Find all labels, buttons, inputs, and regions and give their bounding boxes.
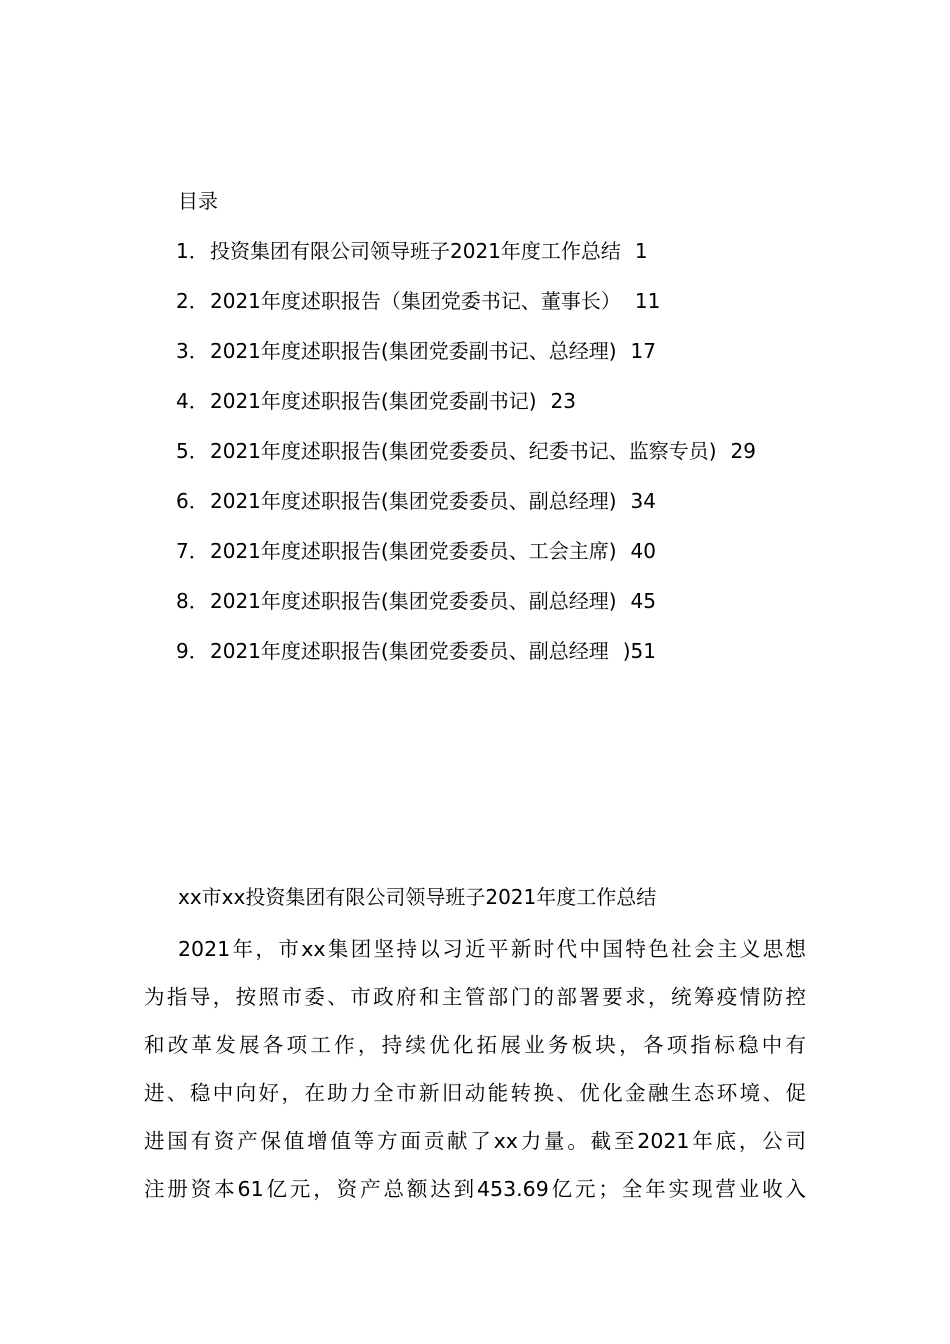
table-of-contents (176, 236, 836, 686)
toc-item-text: 2021年度述职报告(集团党委委员、工会主席) (210, 539, 617, 563)
toc-item-text: 投资集团有限公司领导班子2021年度工作总结 (210, 239, 621, 263)
toc-item-text: 2021年度述职报告(集团党委委员、副总经理 (210, 639, 609, 663)
toc-item-text: 2021年度述职报告(集团党委委员、副总经理) (210, 589, 617, 613)
toc-item-number: 3． (176, 339, 209, 363)
toc-item-number: 7． (176, 539, 209, 563)
toc-title: 目录 (178, 189, 218, 213)
toc-item-text: 2021年度述职报告(集团党委副书记、总经理) (210, 339, 617, 363)
document-title: xx市xx投资集团有限公司领导班子2021年度工作总结 (178, 885, 657, 909)
paragraph-line: 注册资本61亿元，资产总额达到453.69亿元；全年实现营业收入 (144, 1177, 806, 1201)
toc-item-2[interactable] (176, 286, 836, 336)
toc-item-number: 1． (176, 239, 209, 263)
toc-item-number: 5． (176, 439, 209, 463)
toc-item-4[interactable] (176, 386, 836, 436)
toc-item-number: 8． (176, 589, 209, 613)
toc-item-page: 1 (634, 239, 648, 263)
paragraph-line: 进国有资产保值增值等方面贡献了xx力量。截至2021年底，公司 (144, 1129, 806, 1153)
toc-item-text: 2021年度述职报告(集团党委副书记) (210, 389, 537, 413)
toc-item-text: 2021年度述职报告（集团党委书记、董事长） (210, 289, 621, 313)
toc-item-5[interactable] (176, 436, 836, 486)
toc-item-page: 29 (730, 439, 756, 463)
toc-item-number: 9． (176, 639, 209, 663)
paragraph-line: 2021年，市xx集团坚持以习近平新时代中国特色社会主义思想 (178, 937, 806, 961)
toc-item-8[interactable] (176, 586, 836, 636)
toc-item-3[interactable] (176, 336, 836, 386)
toc-item-page: )51 (622, 639, 656, 663)
body-paragraph (144, 925, 806, 1213)
paragraph-line: 和改革发展各项工作，持续优化拓展业务板块，各项指标稳中有 (144, 1033, 806, 1057)
toc-item-page: 34 (630, 489, 656, 513)
paragraph-line: 为指导，按照市委、市政府和主管部门的部署要求，统筹疫情防控 (144, 985, 806, 1009)
toc-item-7[interactable] (176, 536, 836, 586)
toc-item-text: 2021年度述职报告(集团党委委员、纪委书记、监察专员) (210, 439, 717, 463)
toc-item-9[interactable] (176, 636, 836, 686)
toc-item-1[interactable] (176, 236, 836, 286)
toc-item-page: 11 (634, 289, 661, 313)
toc-item-page: 45 (630, 589, 656, 613)
toc-item-page: 23 (550, 389, 576, 413)
toc-item-page: 40 (630, 539, 656, 563)
toc-item-number: 6． (176, 489, 209, 513)
toc-item-6[interactable] (176, 486, 836, 536)
toc-item-number: 2． (176, 289, 209, 313)
toc-item-number: 4． (176, 389, 209, 413)
toc-item-page: 17 (630, 339, 656, 363)
paragraph-line: 进、稳中向好，在助力全市新旧动能转换、优化金融生态环境、促 (144, 1081, 806, 1105)
toc-item-text: 2021年度述职报告(集团党委委员、副总经理) (210, 489, 617, 513)
